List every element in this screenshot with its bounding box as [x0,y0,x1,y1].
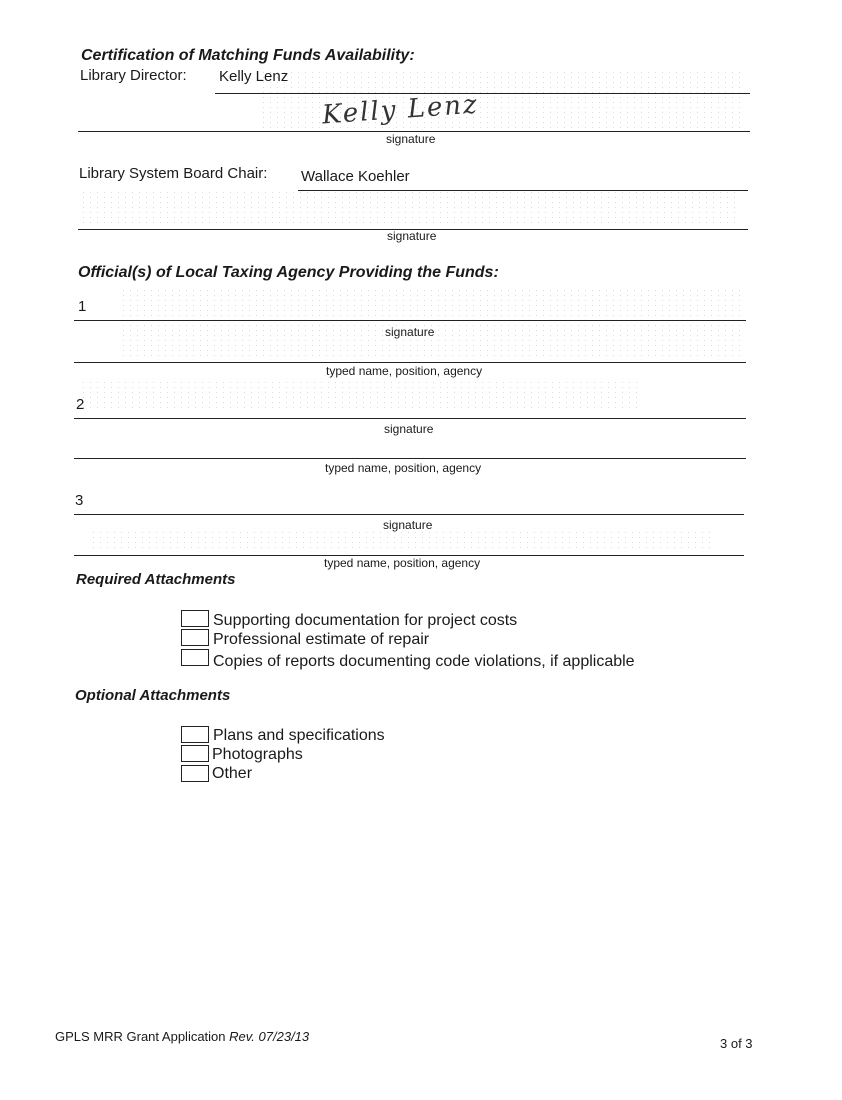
required-item-label: Copies of reports documenting code violations, if applicable [213,653,635,670]
required-attachments-heading: Required Attachments [76,571,236,588]
board-chair-name: Wallace Koehler [301,168,410,185]
optional-checkbox-other[interactable] [181,765,209,782]
board-chair-signature-caption: signature [387,229,437,243]
footer-form-name: GPLS MRR Grant Application [55,1029,226,1044]
board-chair-label: Library System Board Chair: [79,165,268,182]
optional-item-label: Photographs [212,746,303,763]
optional-attachments-heading: Optional Attachments [75,687,231,704]
official-typed-caption: typed name, position, agency [324,556,481,570]
scan-noise [80,190,740,225]
officials-heading: Official(s) of Local Taxing Agency Providing the Funds: [78,264,499,281]
official-number: 2 [76,396,85,413]
required-item-label: Supporting documentation for project costs [213,612,518,629]
official-number: 1 [78,298,87,315]
official-signature-caption: signature [383,518,433,532]
director-name-line [215,93,750,94]
required-checkbox-code-violations[interactable] [181,649,209,666]
footer-revision: Rev. 07/23/13 [229,1029,310,1044]
official-signature-caption: signature [384,422,434,436]
scan-noise [120,288,740,358]
official-signature-line [74,320,746,321]
director-name: Kelly Lenz [219,68,289,85]
optional-item-label: Plans and specifications [213,727,385,744]
optional-checkbox-plans[interactable] [181,726,209,743]
director-signature: Kelly Lenz [321,89,480,131]
official-number: 3 [75,492,84,509]
official-typed-line [74,458,746,459]
official-signature-line [74,514,744,515]
official-typed-caption: typed name, position, agency [325,461,482,475]
required-item-label: Professional estimate of repair [213,631,430,648]
certification-heading: Certification of Matching Funds Availability: [81,47,415,64]
board-chair-name-line [298,190,748,191]
footer-page-number: 3 of 3 [720,1036,753,1051]
official-typed-line [74,362,746,363]
optional-checkbox-photographs[interactable] [181,745,209,762]
scan-noise [90,530,710,552]
scan-noise [80,380,640,410]
footer-form-info [55,1029,309,1044]
director-signature-caption: signature [386,132,436,146]
required-checkbox-professional-estimate[interactable] [181,629,209,646]
director-label: Library Director: [80,67,187,84]
official-typed-caption: typed name, position, agency [326,364,483,378]
official-signature-caption: signature [385,325,435,339]
official-signature-line [74,418,746,419]
required-checkbox-supporting-docs[interactable] [181,610,209,627]
optional-item-label: Other [212,765,253,782]
